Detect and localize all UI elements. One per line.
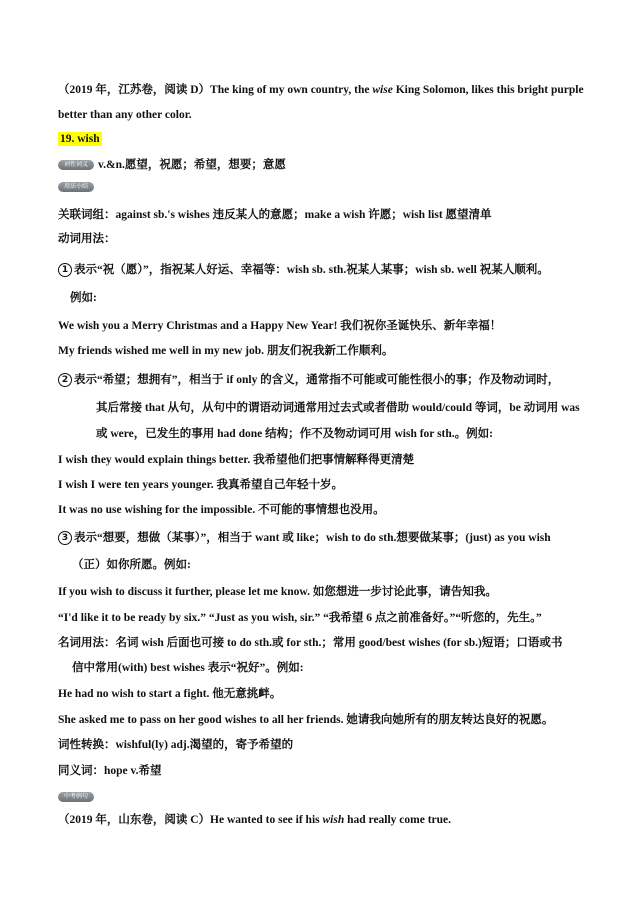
example-sentence-7: “I'd like it to be ready by six.” “Just as you wish, sir.” “我希望 6 点之前准备好。”“听您的，先生。”	[58, 612, 542, 624]
example-sentence-2: My friends wished me well in my new job. 朋友们祝我新工作顺利。	[58, 345, 394, 357]
example-sentence-4: I wish I were ten years younger. 我真希望自己年轻十岁。	[58, 479, 343, 491]
exam-example-badge: 中考例句	[58, 792, 94, 802]
example-sentence-8: He had no wish to start a fight. 他无意挑衅。	[58, 688, 282, 700]
circle-number-1: 1	[58, 263, 72, 277]
intro-sentence-line2: better than any other color.	[58, 109, 192, 121]
meaning-text: v.&n.愿望，祝愿；希望，想要；意愿	[98, 159, 286, 171]
example-sentence-6: If you wish to discuss it further, please let me know. 如您想进一步讨论此事，请告知我。	[58, 586, 497, 598]
usage-2-line1	[58, 372, 559, 388]
intro-sentence-line1	[58, 82, 584, 98]
intro-text-end: King Solomon, likes this bright purple	[392, 84, 584, 96]
exam-example-badge-line	[58, 788, 98, 804]
synonym-line: 同义词：hope v.希望	[58, 765, 162, 777]
usage-summary-badge: 用法小结	[58, 182, 94, 192]
circle-number-3: 3	[58, 531, 72, 545]
noun-usage-line2: 信中常用(with) best wishes 表示“祝好”。例如:	[72, 662, 304, 674]
usage-2-text-a: 表示“希望；想拥有”，相当于 if only 的含义，通常指不可能或可能性很小的事；作及物动词时，	[74, 374, 560, 386]
exam-example-italic-word: wish	[322, 814, 345, 826]
example-label-1: 例如:	[70, 292, 97, 304]
usage-summary-line	[58, 178, 98, 194]
exam-example-text-end: had really come true.	[344, 814, 452, 826]
part-of-speech-conversion: 词性转换：wishful(ly) adj.渴望的，寄予希望的	[58, 739, 294, 751]
example-sentence-5: It was no use wishing for the impossible. 不可能的事情想也没用。	[58, 504, 385, 516]
example-sentence-1: We wish you a Merry Christmas and a Happy New Year! 我们祝你圣诞快乐、新年幸福！	[58, 320, 502, 332]
usage-1	[58, 262, 549, 278]
usage-3-line1	[58, 530, 551, 546]
example-sentence-9: She asked me to pass on her good wishes to all her friends. 她请我向她所有的朋友转达良好的祝愿。	[58, 714, 554, 726]
usage-1-text: 表示“祝（愿）”，指祝某人好运、幸福等：wish sb. sth.祝某人某事；wish sb. well 祝某人顺利。	[74, 264, 549, 276]
verb-usage-label: 动词用法：	[58, 233, 116, 245]
usage-3-line2: （正）如你所愿。例如:	[72, 559, 191, 571]
meaning-line	[58, 156, 286, 173]
intro-text: （2019 年，江苏卷，阅读 D）The king of my own country, the	[58, 84, 373, 96]
usage-2-line2: 其后常接 that 从句，从句中的谓语动词通常用过去式或者借助 would/could 等词，be 动词用 was	[96, 402, 580, 414]
circle-number-2: 2	[58, 373, 72, 387]
exam-example-text: （2019 年，山东卷，阅读 C）He wanted to see if his	[58, 814, 323, 826]
intro-italic-word: wise	[372, 84, 393, 96]
exam-example-sentence	[58, 812, 451, 828]
word-heading-highlight: 19. wish	[60, 133, 100, 145]
example-sentence-3: I wish they would explain things better. 我希望他们把事情解释得更清楚	[58, 454, 415, 466]
usage-2-line3: 或 were，已发生的事用 had done 结构；作不及物动词可用 wish for sth.。例如:	[96, 428, 493, 440]
word-heading	[58, 131, 102, 147]
noun-usage-line1: 名词用法：名词 wish 后面也可接 to do sth.或 for sth.；常用 good/best wishes (for sb.)短语；口语或书	[58, 637, 563, 649]
part-of-speech-badge: 词性词义	[58, 160, 94, 170]
usage-3-text-a: 表示“想要，想做（某事）”，相当于 want 或 like；wish to do sth.想要做某事；(just) as you wish	[74, 532, 551, 544]
collocation-line: 关联词组：against sb.'s wishes 违反某人的意愿；make a wish 许愿；wish list 愿望清单	[58, 209, 492, 221]
